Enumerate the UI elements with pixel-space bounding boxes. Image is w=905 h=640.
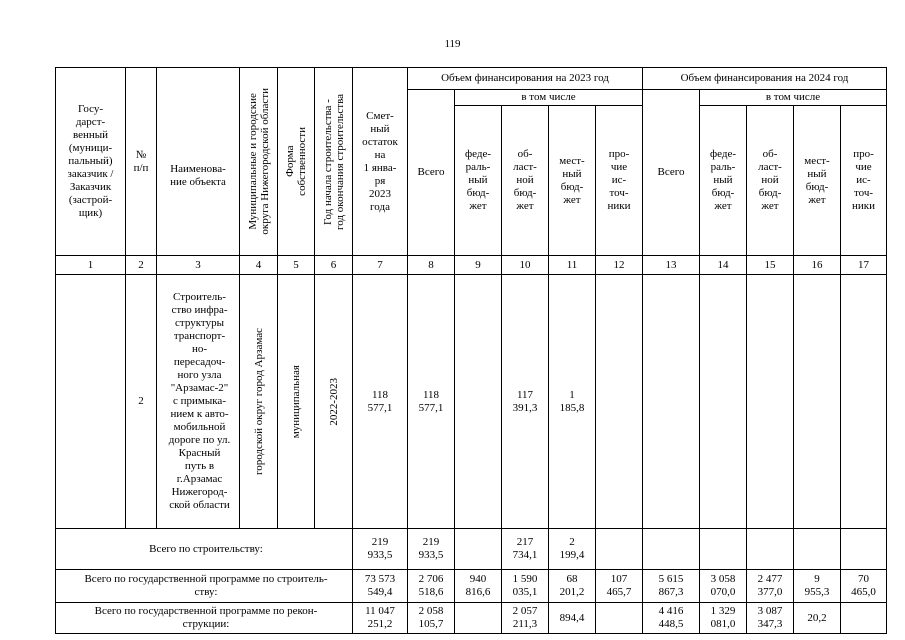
header-2024-other: про- чие ис- точ- ники — [841, 106, 887, 256]
summary-value — [455, 529, 502, 570]
summary-value: 20,2 — [794, 603, 841, 634]
header-years — [315, 68, 353, 256]
summary-value: 217 734,1 — [502, 529, 549, 570]
project-2023-regional: 117 391,3 — [502, 275, 549, 529]
project-years-text: 2022-2023 — [327, 377, 340, 426]
project-2024-other — [841, 275, 887, 529]
header-2023-local: мест- ный бюд- жет — [549, 106, 596, 256]
summary-value — [596, 529, 643, 570]
project-2024-regional — [747, 275, 794, 529]
project-name: Строитель- ство инфра- структуры транспорт- но- пересадоч- ного узла "Арзамас-2" с примыка- нием к авто- мобильной дороге по ул. Красный путь в г.Арзамас Нижегород- ской области — [157, 275, 240, 529]
project-2024-federal — [700, 275, 747, 529]
project-2023-local: 1 185,8 — [549, 275, 596, 529]
col-number: 15 — [747, 256, 794, 275]
col-number: 12 — [596, 256, 643, 275]
project-2024-local — [794, 275, 841, 529]
summary-value: 219 933,5 — [408, 529, 455, 570]
col-number: 7 — [353, 256, 408, 275]
summary-value: 11 047 251,2 — [353, 603, 408, 634]
summary-value: 940 816,6 — [455, 570, 502, 603]
col-number: 17 — [841, 256, 887, 275]
project-2024-total — [643, 275, 700, 529]
summary-value: 70 465,0 — [841, 570, 887, 603]
project-2023-other — [596, 275, 643, 529]
summary-value — [455, 603, 502, 634]
summary-value: 107 465,7 — [596, 570, 643, 603]
header-2024-total: Всего — [643, 90, 700, 256]
col-number: 2 — [126, 256, 157, 275]
header-financing-2023: Объем финансирования на 2023 год — [408, 68, 643, 90]
header-2024-including: в том числе — [700, 90, 887, 106]
summary-label: Всего по государственной программе по строитель- ству: — [56, 570, 353, 603]
summary-value: 4 416 448,5 — [643, 603, 700, 634]
summary-value — [794, 529, 841, 570]
project-ownership — [278, 275, 315, 529]
summary-value: 2 706 518,6 — [408, 570, 455, 603]
summary-value: 3 087 347,3 — [747, 603, 794, 634]
header-2023-federal: феде- раль- ный бюд- жет — [455, 106, 502, 256]
header-2023-regional: об- ласт- ной бюд- жет — [502, 106, 549, 256]
summary-value: 68 201,2 — [549, 570, 596, 603]
header-years-text: Год начала строительства - год окончания строительства — [321, 93, 346, 230]
summary-value — [596, 603, 643, 634]
summary-value: 2 199,4 — [549, 529, 596, 570]
col-number: 1 — [56, 256, 126, 275]
header-ownership — [278, 68, 315, 256]
table-row-summary — [56, 529, 887, 570]
project-2023-total: 118 577,1 — [408, 275, 455, 529]
header-2024-regional: об- ласт- ной бюд- жет — [747, 106, 794, 256]
summary-value: 2 477 377,0 — [747, 570, 794, 603]
summary-value: 1 590 035,1 — [502, 570, 549, 603]
project-municipality — [240, 275, 278, 529]
header-municipality-text: Муниципальные и городские округа Нижегородской области — [246, 88, 271, 235]
col-number: 16 — [794, 256, 841, 275]
financing-table — [55, 67, 887, 634]
project-municipality-text: городской округ город Арзамас — [252, 327, 265, 475]
header-2023-including: в том числе — [455, 90, 643, 106]
project-number: 2 — [126, 275, 157, 529]
project-2023-federal — [455, 275, 502, 529]
col-number: 11 — [549, 256, 596, 275]
col-number: 14 — [700, 256, 747, 275]
summary-value — [841, 529, 887, 570]
summary-value — [747, 529, 794, 570]
summary-value: 2 058 105,7 — [408, 603, 455, 634]
header-number: № п/п — [126, 68, 157, 256]
col-number: 5 — [278, 256, 315, 275]
summary-value — [841, 603, 887, 634]
project-years — [315, 275, 353, 529]
header-2023-total: Всего — [408, 90, 455, 256]
table-row-summary — [56, 603, 887, 634]
header-2023-other: про- чие ис- точ- ники — [596, 106, 643, 256]
summary-value: 219 933,5 — [353, 529, 408, 570]
header-municipality — [240, 68, 278, 256]
col-number: 4 — [240, 256, 278, 275]
table-row-summary — [56, 570, 887, 603]
col-number: 9 — [455, 256, 502, 275]
header-financing-2024: Объем финансирования на 2024 год — [643, 68, 887, 90]
col-number: 10 — [502, 256, 549, 275]
header-remainder: Смет- ный остаток на 1 янва- ря 2023 года — [353, 68, 408, 256]
header-ownership-text: Форма собственности — [284, 127, 308, 196]
summary-value: 1 329 081,0 — [700, 603, 747, 634]
summary-value: 73 573 549,4 — [353, 570, 408, 603]
header-object-name: Наименова- ние объекта — [157, 68, 240, 256]
col-number: 6 — [315, 256, 353, 275]
project-ownership-text: муниципальная — [290, 364, 302, 439]
summary-value: 3 058 070,0 — [700, 570, 747, 603]
col-number: 3 — [157, 256, 240, 275]
col-number: 8 — [408, 256, 455, 275]
summary-value: 5 615 867,3 — [643, 570, 700, 603]
summary-value — [643, 529, 700, 570]
col-number: 13 — [643, 256, 700, 275]
summary-value: 9 955,3 — [794, 570, 841, 603]
header-customer: Госу- дарст- венный (муници- пальный) заказчик / Заказчик (застрой- щик) — [56, 68, 126, 256]
project-customer — [56, 275, 126, 529]
summary-label: Всего по строительству: — [56, 529, 353, 570]
page-number: 119 — [444, 38, 461, 50]
summary-value: 894,4 — [549, 603, 596, 634]
summary-label: Всего по государственной программе по рекон- струкции: — [56, 603, 353, 634]
header-2024-federal: феде- раль- ный бюд- жет — [700, 106, 747, 256]
summary-value: 2 057 211,3 — [502, 603, 549, 634]
header-2024-local: мест- ный бюд- жет — [794, 106, 841, 256]
table-row-project — [56, 275, 887, 529]
summary-value — [700, 529, 747, 570]
project-remainder: 118 577,1 — [353, 275, 408, 529]
